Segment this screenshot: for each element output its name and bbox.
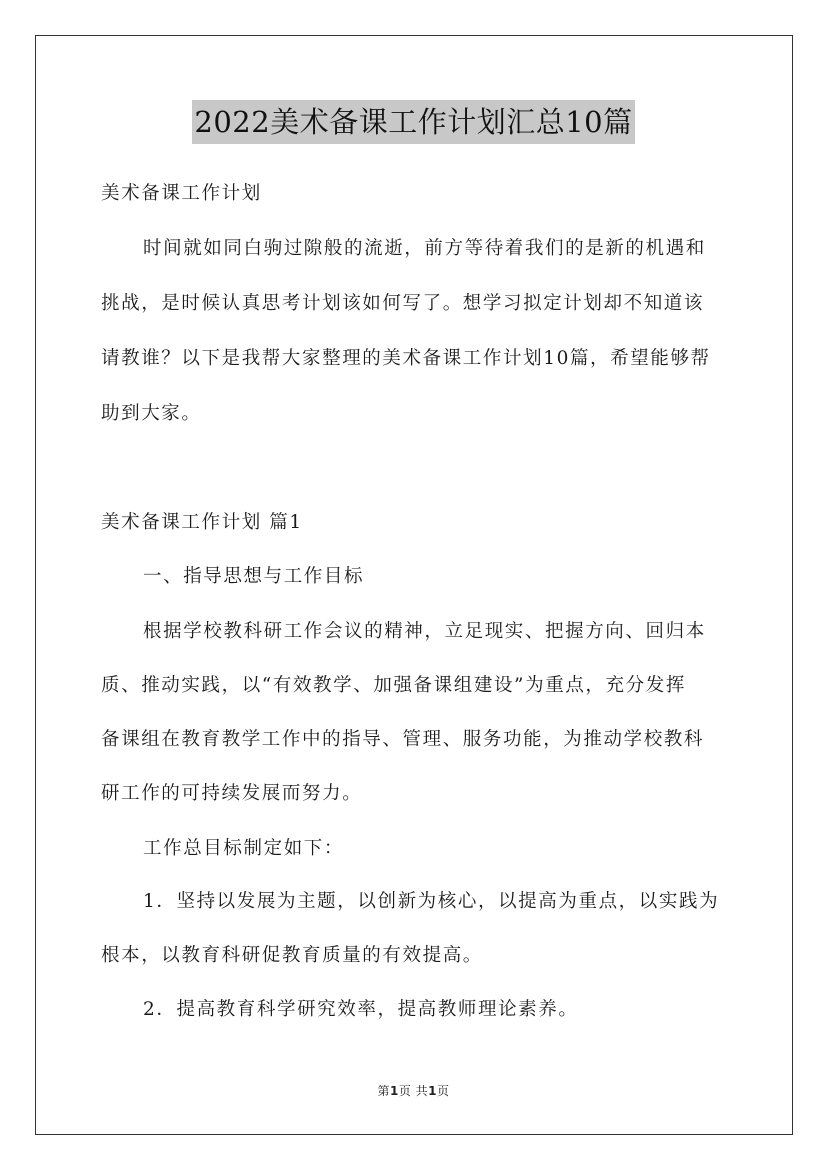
item1-line-1: 1．坚持以发展为主题，以创新为核心，以提高为重点，以实践为 — [143, 891, 720, 912]
para1-line-1: 根据学校教科研工作会议的精神，立足现实、把握方向、回归本 — [143, 621, 706, 642]
footer-total-pages: 1 — [428, 1084, 438, 1098]
intro-line-1: 时间就如同白驹过隙般的流逝，前方等待着我们的是新的机遇和 — [143, 238, 706, 259]
item2: 2．提高教育科学研究效率，提高教师理论素养。 — [143, 999, 579, 1020]
para1-line-2: 质、推动实践，以“有效教学、加强备课组建设”为重点，充分发挥 — [101, 675, 686, 696]
section-heading: 美术备课工作计划 篇1 — [101, 512, 303, 533]
footer-page-number: 1 — [389, 1084, 399, 1098]
page-footer — [0, 1082, 827, 1099]
subheading: 一、指导思想与工作目标 — [143, 566, 365, 587]
document-title-text: 2022美术备课工作计划汇总10篇 — [192, 100, 634, 144]
footer-prefix: 第 — [377, 1084, 390, 1098]
footer-suffix: 页 — [437, 1084, 450, 1098]
para1-line-4: 研工作的可持续发展而努力。 — [101, 783, 363, 804]
item1-line-2: 根本，以教育科研促教育质量的有效提高。 — [101, 945, 483, 966]
goals-intro: 工作总目标制定如下： — [143, 838, 345, 859]
document-title — [0, 100, 827, 149]
intro-line-2: 挑战，是时候认真思考计划该如何写了。想学习拟定计划却不知道该 — [101, 293, 705, 314]
para1-line-3: 备课组在教育教学工作中的指导、管理、服务功能，为推动学校教科 — [101, 729, 705, 750]
intro-line-3: 请教谁？以下是我帮大家整理的美术备课工作计划10篇，希望能够帮 — [101, 348, 711, 369]
intro-line-4: 助到大家。 — [101, 403, 202, 424]
intro-heading: 美术备课工作计划 — [101, 183, 262, 204]
footer-mid: 页 共 — [398, 1084, 429, 1098]
